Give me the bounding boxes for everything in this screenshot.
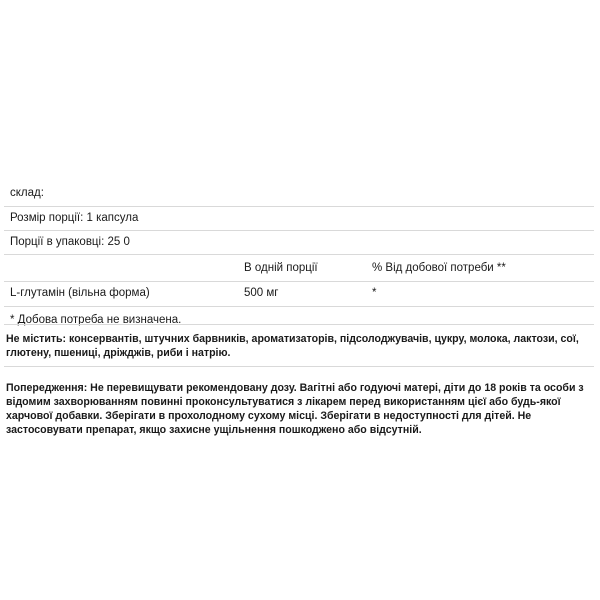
supplement-facts-table: [4, 182, 594, 333]
composition-row: [4, 182, 594, 207]
servings-per-container-text: Порції в упаковці: 25 0: [10, 236, 130, 248]
serving-size-row: [4, 207, 594, 231]
servings-per-container-row: [4, 231, 594, 255]
table-header-row: [4, 255, 594, 282]
ingredient-amount: 500 мг: [244, 287, 279, 299]
warning-text: Попередження: Не перевищувати рекомендовану дозу. Вагітні або годуючі матері, діти до 18 років та особи з відомим захворюванням повинні проконсультуватися з лікарем перед використанням цієї або будь-якої харчової добавки. Зберігати в прохолодному сухому місці. Зберігати в недоступності для дітей. Не застосовувати препарат, якщо захисне ущільнення пошкоджено або відсутній.: [6, 382, 584, 436]
serving-size-text: Розмір порції: 1 капсула: [10, 212, 139, 224]
ingredient-name: L-глутамін (вільна форма): [10, 287, 150, 299]
label-notes: [4, 324, 594, 443]
composition-label: склад:: [10, 187, 44, 199]
ingredient-daily-value: *: [372, 287, 377, 299]
table-row: [4, 282, 594, 307]
footnote-text: * Добова потреба не визначена.: [10, 314, 182, 326]
header-per-serving: В одній порції: [244, 262, 318, 274]
header-daily-value: % Від добової потреби **: [372, 262, 506, 274]
free-from-text: Не містить: консервантів, штучних барвників, ароматизаторів, підсолоджувачів, цукру, молока, лактози, сої, глютену, пшениці, дріжджів, риби і натрію.: [4, 324, 594, 367]
